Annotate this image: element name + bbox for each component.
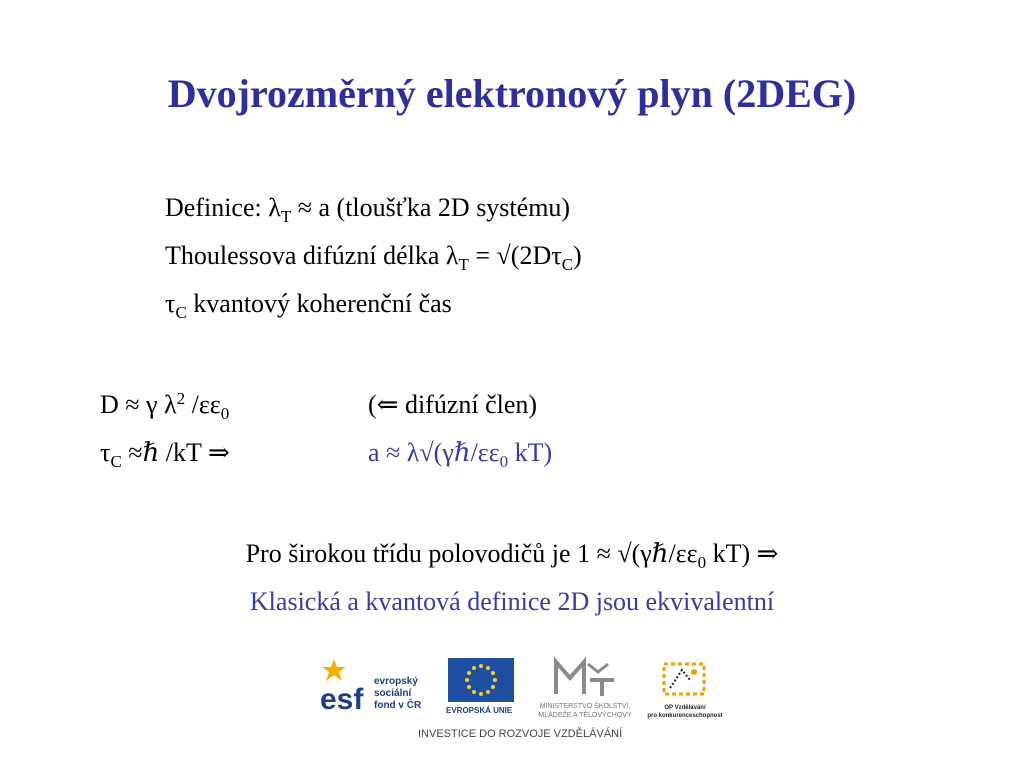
slide-title: Dvojrozměrný elektronový plyn (2DEG) [167, 71, 857, 116]
text: D ≈ γ λ [100, 390, 177, 419]
thouless-length-line [165, 240, 582, 272]
subscript: C [110, 452, 122, 471]
text: kT) [508, 438, 553, 467]
coherence-equation [100, 437, 230, 469]
conclusion-statement: Klasická a kvantová definice 2D jsou ekvivalentní [249, 587, 775, 616]
definition-line [165, 192, 570, 224]
op-line: pro konkurenceschopnost [647, 713, 723, 719]
superscript: 2 [176, 389, 186, 408]
eu-flag-icon [448, 658, 514, 702]
subscript: T [280, 207, 292, 226]
text: a ≈ λ√(γℏ/εε [368, 438, 500, 467]
coherence-time-line [165, 288, 452, 320]
logo-strip [318, 654, 738, 744]
esf-line: evropský [374, 676, 418, 687]
subscript: C [561, 255, 574, 274]
esf-label [374, 676, 421, 712]
text: Pro širokou třídu polovodičů je 1 ≈ √(γℏ/εε [245, 539, 698, 568]
msmt-line: MLÁDEŽE A TĚLOVÝCHOVY [538, 712, 632, 719]
op-line: OP Vzdělávání [664, 705, 706, 711]
msmt-label [530, 702, 640, 720]
investice-label: INVESTICE DO ROZVOJE VZDĚLÁVÁNÍ [418, 728, 623, 740]
conclusion-line [0, 538, 1024, 570]
op-logo [660, 660, 708, 698]
eu-label: EVROPSKÁ UNIE [446, 706, 513, 715]
text: ≈ a (tloušťka 2D systému) [291, 193, 571, 222]
text: Thoulessova difúzní délka λ [165, 241, 459, 270]
subscript: 0 [697, 553, 707, 572]
op-label [640, 704, 730, 720]
text: τ [100, 438, 111, 467]
esf-logo [320, 659, 368, 715]
subscript: 0 [220, 404, 230, 423]
text: Definice: λ [165, 193, 281, 222]
subscript: 0 [499, 452, 509, 471]
text: kvantový koherenční čas [186, 289, 452, 318]
text: = √(2Dτ [468, 241, 562, 270]
text: /εε [185, 390, 221, 419]
text: kT) ⇒ [706, 539, 779, 568]
msmt-line: MINISTERSTVO ŠKOLSTVÍ, [539, 703, 631, 710]
text: ≈ℏ /kT ⇒ [121, 438, 230, 467]
diffusion-note: (⇐ difúzní člen) [368, 390, 538, 419]
msmt-logo [550, 654, 620, 698]
esf-line: fond v ČR [374, 700, 422, 711]
svg-text:esf: esf [320, 683, 364, 715]
subscript: C [175, 303, 187, 322]
thickness-result [368, 437, 552, 469]
diffusion-equation [100, 389, 229, 421]
text: τ [165, 289, 176, 318]
subscript: T [458, 255, 469, 274]
eu-stars-icon [448, 658, 514, 702]
text: ) [573, 241, 582, 270]
esf-line: sociální [374, 688, 412, 699]
